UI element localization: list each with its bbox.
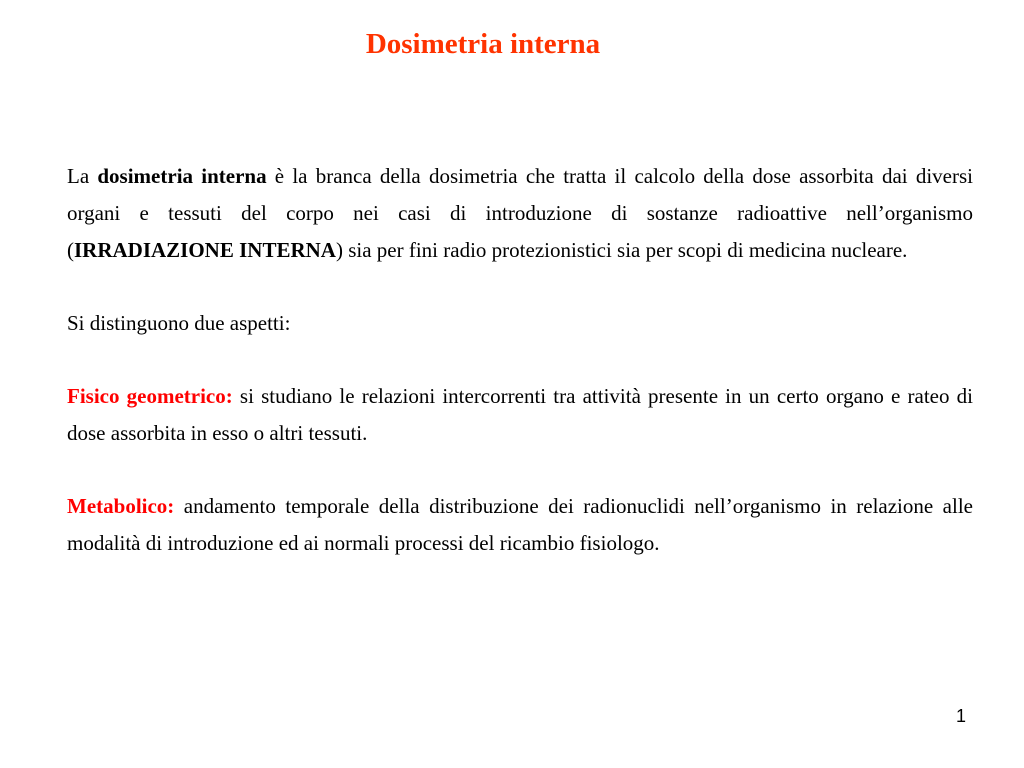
- aspect-label: Fisico geometrico:: [67, 384, 233, 408]
- aspect-label: Metabolico:: [67, 494, 175, 518]
- page-number: 1: [955, 706, 966, 726]
- intro-suffix: ) sia per fini radio protezionistici sia per scopi di medicina nucleare.: [335, 238, 908, 262]
- intro-paragraph: [67, 158, 973, 269]
- paragraph-spacer: [67, 452, 973, 488]
- aspect-physical-geometric: [67, 378, 973, 452]
- aspect-text: si studiano le relazioni intercorrenti tra attività presente in un certo organo e rateo di dose assorbita in esso o altri tessuti.: [67, 384, 973, 445]
- intro-prefix: La: [67, 164, 98, 188]
- intro-emphasis: IRRADIAZIONE INTERNA: [74, 238, 336, 262]
- intro-term: dosimetria interna: [97, 164, 267, 188]
- slide-title: Dosimetria interna: [365, 28, 601, 60]
- aspects-intro: Si distinguono due aspetti:: [67, 311, 291, 335]
- aspect-metabolic: [67, 488, 973, 562]
- aspect-text: andamento temporale della distribuzione dei radionuclidi nell’organismo in relazione alle modalità di introduzione ed ai normali processi del ricambio fisiologo.: [67, 494, 973, 555]
- paragraph-spacer: [67, 269, 973, 305]
- slide-body: [67, 158, 973, 562]
- paragraph-spacer: [67, 342, 973, 378]
- intro-middle: è la branca della dosimetria che tratta il calcolo della dose assorbita dai diversi organi e tessuti del corpo nei casi di introduzione di sostanze radioattive nell’organismo (: [67, 164, 973, 262]
